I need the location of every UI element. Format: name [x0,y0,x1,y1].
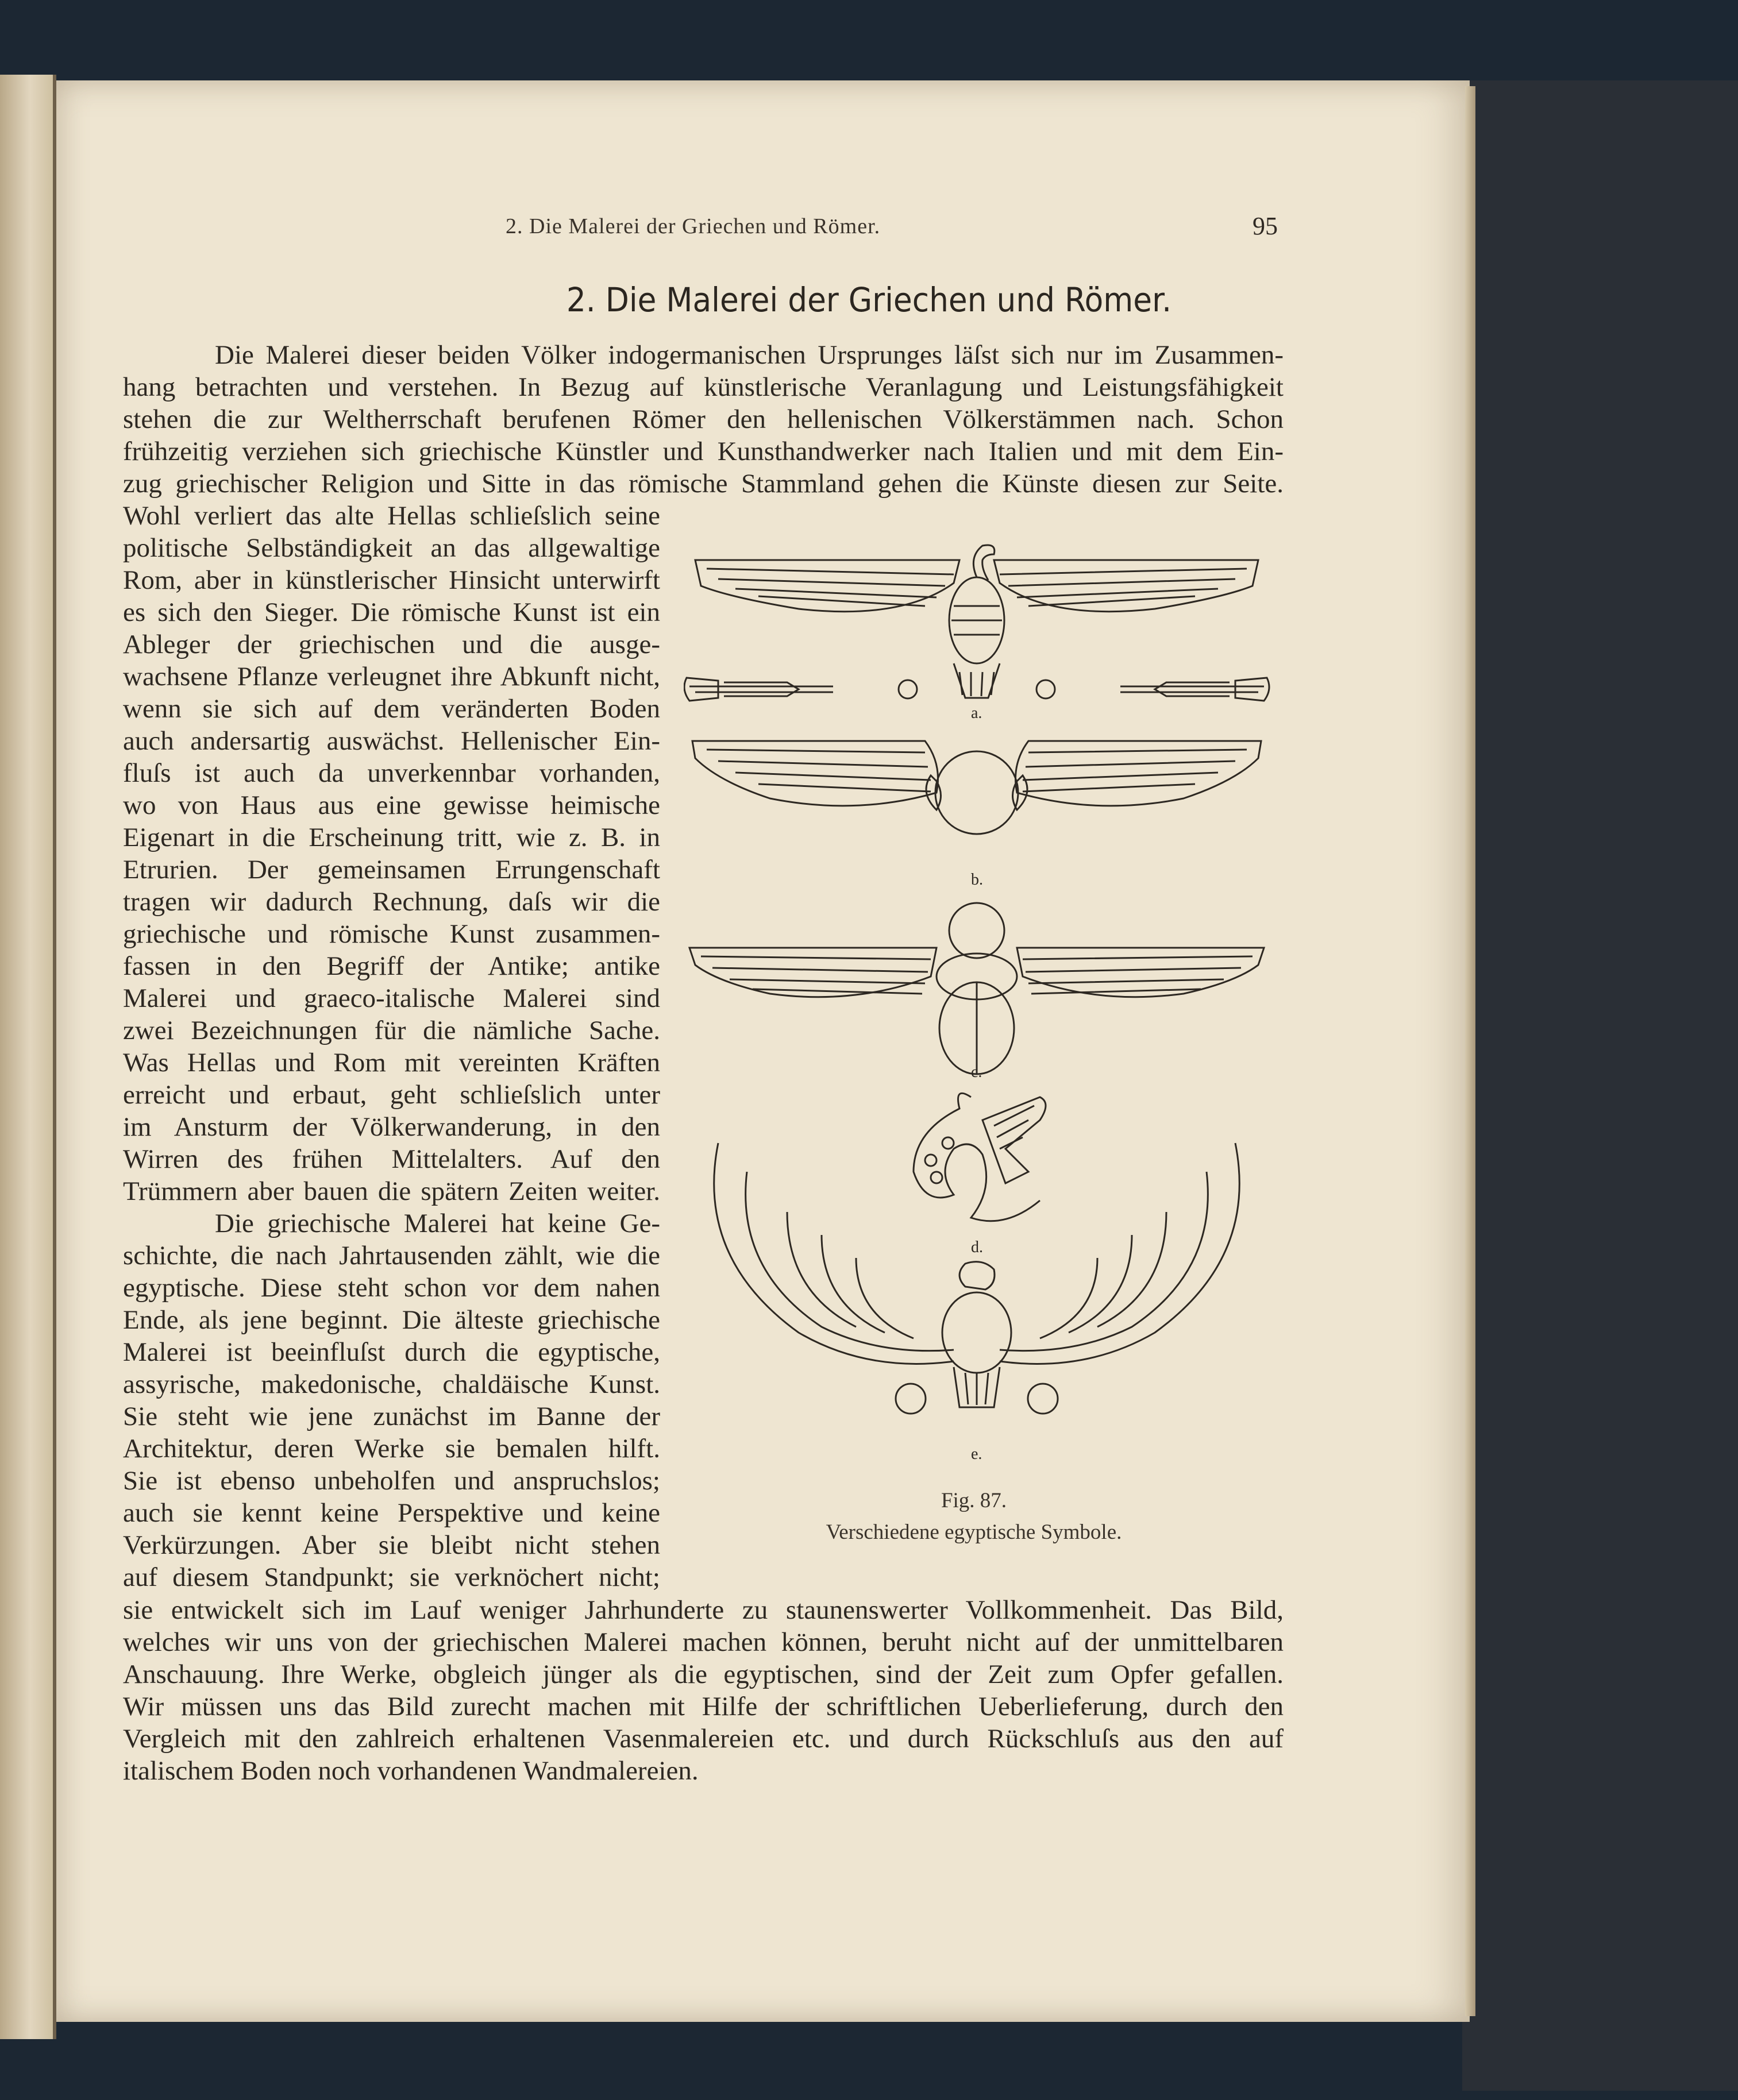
text-line: Vergleich mit den zahlreich erhaltenen Vasenmalereien etc. und durch Rückschluſs aus den auf [123,1724,1284,1754]
text-line: Die griechische Malerei hat keine Ge- [215,1209,660,1238]
text-line: sie entwickelt sich im Lauf weniger Jahrhunderte zu staunenswerter Vollkommenheit. Das Bild, [123,1595,1284,1625]
text-line: stehen die zur Weltherrschaft berufenen Römer den hellenischen Völkerstämmen nach. Schon [123,404,1284,434]
symbol-a-vulture [684,545,1269,701]
text-line: auch sie kennt keine Perspektive und keine [123,1498,660,1528]
text-line: wo von Haus aus eine gewisse heimische [123,790,660,820]
text-line: fluſs ist auch da unverkennbar vorhanden, [123,758,660,788]
text-line: Malerei und graeco-italische Malerei sind [123,983,660,1013]
text-line: Verkürzungen. Aber sie bleibt nicht stehen [123,1530,660,1560]
label-d: d. [971,1238,983,1256]
intro-paragraph [123,339,1284,500]
label-b: b. [971,871,983,889]
text-line: griechische und römische Kunst zusammen- [123,919,660,949]
text-line: erreicht und erbaut, geht schlieſslich unter [123,1080,660,1110]
symbol-e-falcon [714,1143,1240,1414]
text-line: Wirren des frühen Mittelalters. Auf den [123,1144,660,1174]
text-line: fassen in den Begriff der Antike; antike [123,951,660,981]
symbol-d-cobra [914,1093,1046,1221]
text-line: zwei Bezeichnungen für die nämliche Sache. [123,1016,660,1045]
text-line: Anschauung. Ihre Werke, obgleich jünger als die egyptischen, sind der Zeit zum Opfer gefallen. [123,1659,1284,1689]
text-line: Eigenart in die Erscheinung tritt, wie z. B. in [123,823,660,852]
text-line: frühzeitig verziehen sich griechische Künstler und Kunsthandwerker nach Italien und mit dem Ein- [123,437,1284,466]
text-line: politische Selbständigkeit an das allgewaltige [123,533,660,563]
text-line: italischem Boden noch vorhandenen Wandmalereien. [123,1756,699,1786]
label-e: e. [971,1445,982,1463]
text-line: es sich den Sieger. Die römische Kunst ist ein [123,597,660,627]
page-number: 95 [1253,212,1278,240]
text-line: Wohl verliert das alte Hellas schlieſslich seine [123,501,660,531]
chapter-title: 2. Die Malerei der Griechen und Römer. [566,280,1172,319]
text-line: Ende, als jene beginnt. Die älteste griechische [123,1305,660,1335]
text-line: egyptische. Diese steht schon vor dem nahen [123,1273,660,1303]
text-line: Ableger der griechischen und die ausge- [123,630,660,659]
text-line: Malerei ist beeinfluſst durch die egyptische, [123,1337,660,1367]
bottom-paragraph [123,1594,1284,1787]
text-line: wenn sie sich auf dem veränderten Boden [123,694,660,724]
text-line: auf diesem Standpunkt; sie verknöchert nicht; [123,1562,660,1592]
page-fore-edge [1465,86,1475,2016]
column-paragraph [123,500,660,1593]
text-line: tragen wir dadurch Rechnung, daſs wir die [123,887,660,917]
left-page-edge [0,75,55,2039]
book-cover [1462,80,1738,2091]
text-line: Rom, aber in künstlerischer Hinsicht unterwirft [123,565,660,595]
text-line: Architektur, deren Werke sie bemalen hilft. [123,1434,660,1464]
text-line: wachsene Pflanze verleugnet ihre Abkunft nicht, [123,662,660,692]
text-line: auch andersartig auswächst. Hellenischer Ein- [123,726,660,756]
symbol-c-scarab [689,903,1264,1074]
egyptian-symbols-figure [684,534,1275,1470]
text-line: Wir müssen uns das Bild zurecht machen mit Hilfe der schriftlichen Ueberlieferung, durch den [123,1692,1284,1721]
label-a: a. [971,704,982,722]
label-c: c. [971,1063,982,1081]
text-line: Etrurien. Der gemeinsamen Errungenschaft [123,855,660,885]
running-head: 2. Die Malerei der Griechen und Römer. [506,214,881,238]
text-line: Trümmern aber bauen die spätern Zeiten weiter. [123,1176,660,1206]
text-line: assyrische, makedonische, chaldäische Kunst. [123,1369,660,1399]
symbol-b-winged-sun [692,741,1261,834]
text-line: im Ansturm der Völkerwanderung, in den [123,1112,660,1142]
text-line: zug griechischer Religion und Sitte in das römische Stammland gehen die Künste diesen zur Seite. [123,469,1284,499]
text-line: schichte, die nach Jahrtausenden zählt, wie die [123,1241,660,1271]
figure-caption [773,1485,1175,1548]
text-line: Die Malerei dieser beiden Völker indogermanischen Ursprunges läſst sich nur im Zusammen- [215,340,1284,370]
text-line: hang betrachten und verstehen. In Bezug auf künstlerische Veranlagung und Leistungsfähigkeit [123,372,1284,402]
figure-title: Verschiedene egyptische Symbole. [826,1520,1122,1544]
text-line: Was Hellas und Rom mit vereinten Kräften [123,1048,660,1078]
figure-number: Fig. 87. [941,1489,1007,1512]
text-line: welches wir uns von der griechischen Malerei machen können, beruht nicht auf der unmittelbaren [123,1627,1284,1657]
text-line: Sie steht wie jene zunächst im Banne der [123,1402,660,1431]
text-line: Sie ist ebenso unbeholfen und anspruchslos; [123,1466,660,1496]
